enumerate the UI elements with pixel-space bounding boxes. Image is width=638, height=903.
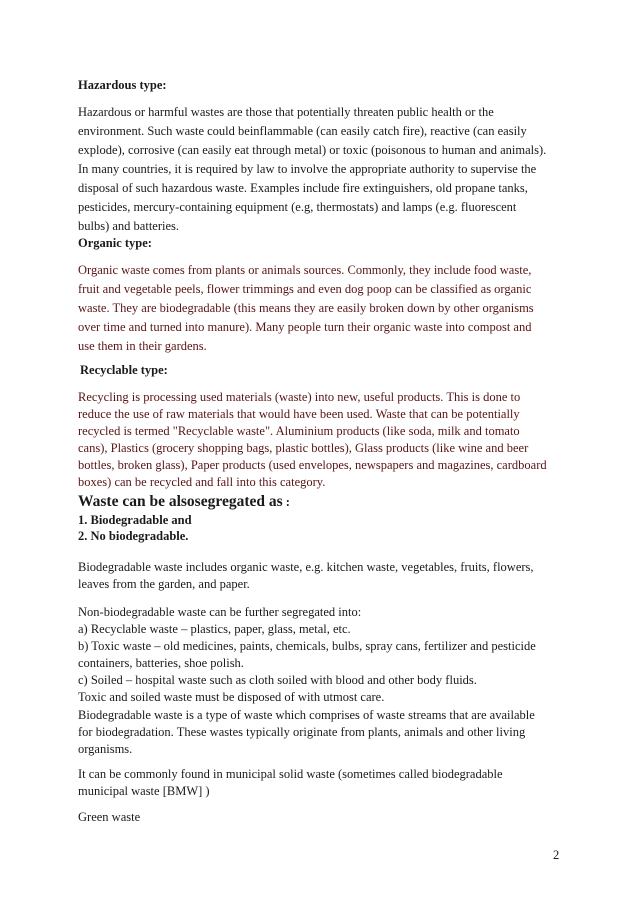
recyclable-heading: Recyclable type:: [80, 363, 168, 377]
text-line: boxes) can be recycled and fall into this category.: [78, 475, 326, 489]
text-line: recycled is termed "Recyclable waste". Aluminium products (like soda, milk and tomato: [78, 424, 520, 438]
hazardous-heading: Hazardous type:: [78, 78, 167, 92]
text-line: cans), Plastics (grocery shopping bags, plastic bottles), Glass products (like wine and beer: [78, 441, 529, 455]
municipal-waste-paragraph: [78, 766, 566, 800]
text-line: Hazardous or harmful wastes are those that potentially threaten public health or the: [78, 105, 494, 119]
text-line: reduce the use of raw materials that would have been used. Waste that can be potentially: [78, 407, 520, 421]
text-line: Biodegradable waste is a type of waste which comprises of waste streams that are available: [78, 708, 535, 722]
text-line: over time and turned into manure). Many people turn their organic waste into compost and: [78, 320, 532, 334]
segregated-heading-text: Waste can be alsosegregated as: [78, 493, 283, 510]
text-line: for biodegradation. These wastes typically originate from plants, animals and other living: [78, 725, 526, 739]
biodegradable-paragraph: [78, 559, 566, 593]
text-line: explode), corrosive (can easily eat through metal) or toxic (poisonous to human and animals).: [78, 143, 547, 157]
segregated-item-1: 1. Biodegradable and: [78, 513, 192, 527]
waste-streams-paragraph: [78, 707, 566, 758]
text-line: c) Soiled – hospital waste such as cloth soiled with blood and other body fluids.: [78, 673, 477, 687]
text-line: Organic waste comes from plants or animals sources. Commonly, they include food waste,: [78, 263, 532, 277]
text-line: leaves from the garden, and paper.: [78, 577, 250, 591]
organic-paragraph: [78, 261, 566, 356]
text-line: pesticides, mercury-containing equipment (e.g, thermostats) and lamps (e.g. fluorescent: [78, 200, 517, 214]
text-line: Biodegradable waste includes organic waste, e.g. kitchen waste, vegetables, fruits, flowers,: [78, 560, 534, 574]
page-number: 2: [553, 848, 560, 862]
text-line: use them in their gardens.: [78, 339, 207, 353]
green-waste-label: Green waste: [78, 810, 141, 824]
text-line: municipal waste [BMW] ): [78, 784, 210, 798]
segregated-heading: [78, 493, 566, 511]
text-line: Non-biodegradable waste can be further segregated into:: [78, 605, 362, 619]
hazardous-paragraph: [78, 103, 566, 236]
text-line: a) Recyclable waste – plastics, paper, glass, metal, etc.: [78, 622, 351, 636]
text-line: waste. They are biodegradable (this means they are easily broken down by other organisms: [78, 301, 534, 315]
segregated-heading-colon: :: [282, 495, 290, 509]
text-line: Toxic and soiled waste must be disposed of with utmost care.: [78, 690, 385, 704]
segregated-item-2: 2. No biodegradable.: [78, 529, 189, 543]
recyclable-paragraph: [78, 389, 566, 491]
text-line: In many countries, it is required by law to involve the appropriate authority to supervise the: [78, 162, 537, 176]
text-line: disposal of such hazardous waste. Examples include fire extinguishers, old propane tanks,: [78, 181, 528, 195]
organic-heading: Organic type:: [78, 236, 152, 250]
text-line: b) Toxic waste – old medicines, paints, chemicals, bulbs, spray cans, fertilizer and pesticide: [78, 639, 536, 653]
text-line: fruit and vegetable peels, flower trimmings and even dog poop can be classified as organic: [78, 282, 532, 296]
text-line: bottles, broken glass), Paper products (used envelopes, newspapers and magazines, cardboard: [78, 458, 547, 472]
text-line: bulbs) and batteries.: [78, 219, 180, 233]
text-line: containers, batteries, shoe polish.: [78, 656, 244, 670]
non-biodegradable-paragraph: [78, 604, 566, 706]
text-line: It can be commonly found in municipal solid waste (sometimes called biodegradable: [78, 767, 503, 781]
text-line: environment. Such waste could beinflammable (can easily catch fire), reactive (can easily: [78, 124, 527, 138]
text-line: Recycling is processing used materials (waste) into new, useful products. This is done to: [78, 390, 521, 404]
text-line: organisms.: [78, 742, 133, 756]
